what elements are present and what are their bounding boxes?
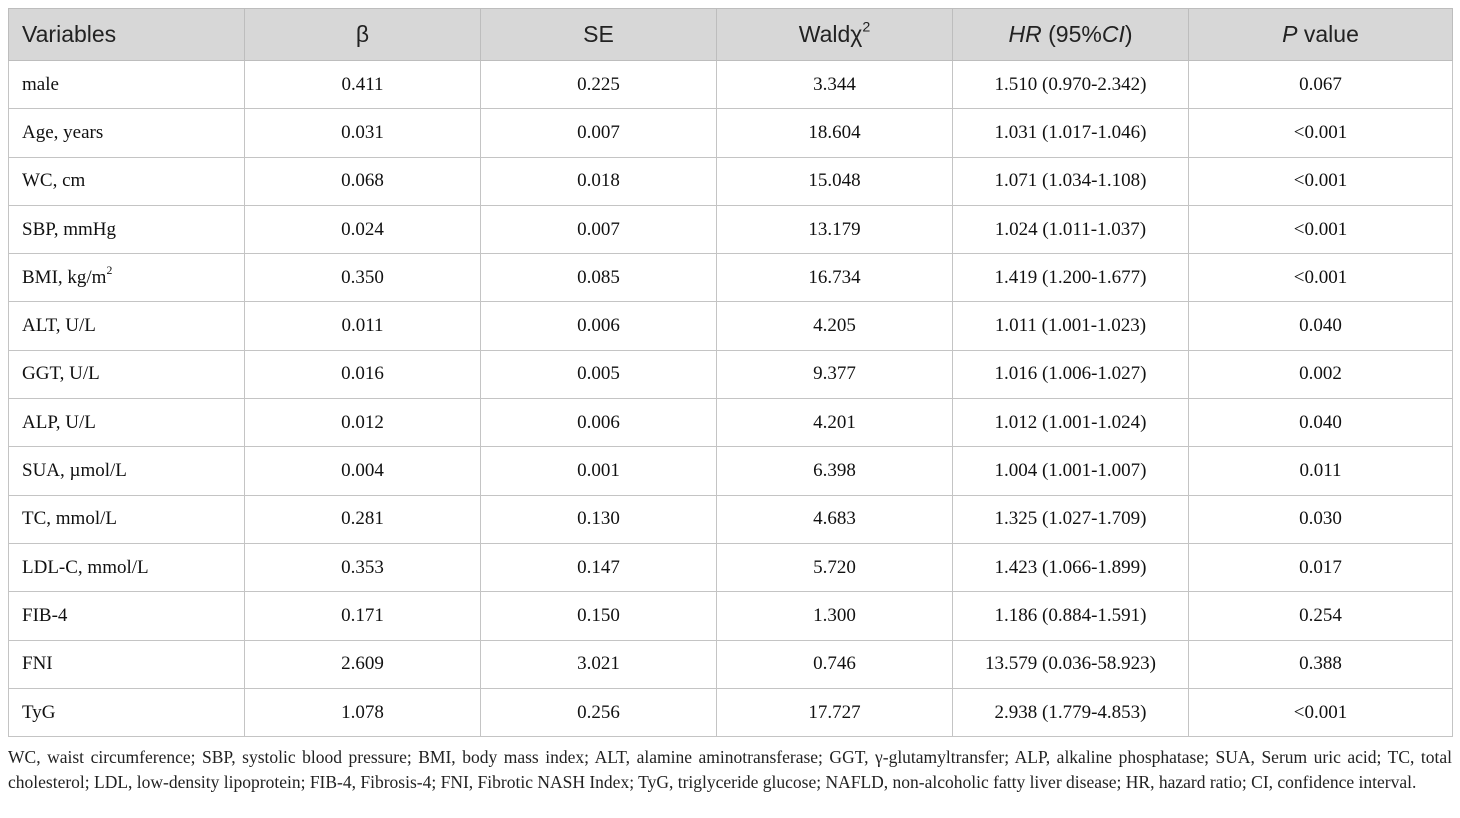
cell-beta: 0.004 (245, 447, 481, 495)
cell-hr: 1.510 (0.970-2.342) (953, 61, 1189, 109)
cell-p: 0.067 (1189, 61, 1453, 109)
cell-variable: TC, mmol/L (9, 495, 245, 543)
cell-hr: 1.024 (1.011-1.037) (953, 205, 1189, 253)
header-wald-superscript: 2 (862, 19, 871, 36)
cell-p: <0.001 (1189, 157, 1453, 205)
table-row (9, 109, 1453, 157)
cell-beta: 0.068 (245, 157, 481, 205)
cell-se: 0.147 (481, 543, 717, 591)
cell-p: <0.001 (1189, 205, 1453, 253)
cell-hr: 13.579 (0.036-58.923) (953, 640, 1189, 688)
header-se: SE (481, 9, 717, 61)
cell-beta: 0.031 (245, 109, 481, 157)
table-row (9, 61, 1453, 109)
cell-beta: 0.016 (245, 350, 481, 398)
table-body (9, 61, 1453, 737)
cell-hr: 1.031 (1.017-1.046) (953, 109, 1189, 157)
cell-wald: 9.377 (717, 350, 953, 398)
cell-wald: 1.300 (717, 592, 953, 640)
cell-wald: 13.179 (717, 205, 953, 253)
cell-p: 0.017 (1189, 543, 1453, 591)
header-ci-close: ) (1124, 21, 1133, 47)
cell-variable: ALT, U/L (9, 302, 245, 350)
header-hr-rest: (95% (1041, 21, 1102, 47)
cell-se: 0.085 (481, 254, 717, 302)
cell-se: 0.256 (481, 688, 717, 736)
cell-variable: SUA, µmol/L (9, 447, 245, 495)
cell-variable: FIB-4 (9, 592, 245, 640)
cell-beta: 0.011 (245, 302, 481, 350)
header-wald (717, 9, 953, 61)
cell-se: 0.225 (481, 61, 717, 109)
cell-wald: 0.746 (717, 640, 953, 688)
cell-beta: 0.411 (245, 61, 481, 109)
header-hr-italic: HR (1008, 21, 1042, 47)
cell-hr: 1.012 (1.001-1.024) (953, 399, 1189, 447)
cell-variable: TyG (9, 688, 245, 736)
cell-se: 0.007 (481, 109, 717, 157)
cell-wald: 17.727 (717, 688, 953, 736)
header-variables: Variables (9, 9, 245, 61)
cell-beta: 0.024 (245, 205, 481, 253)
cell-se: 0.130 (481, 495, 717, 543)
cell-se: 0.006 (481, 399, 717, 447)
table-row (9, 157, 1453, 205)
cell-p: 0.254 (1189, 592, 1453, 640)
cell-wald: 4.683 (717, 495, 953, 543)
table-row (9, 399, 1453, 447)
table-row (9, 302, 1453, 350)
cell-p: 0.388 (1189, 640, 1453, 688)
cell-variable-text: BMI, kg/m (22, 266, 107, 288)
cell-se: 0.007 (481, 205, 717, 253)
cell-beta: 1.078 (245, 688, 481, 736)
cell-wald: 4.205 (717, 302, 953, 350)
cell-hr: 1.011 (1.001-1.023) (953, 302, 1189, 350)
regression-table (8, 8, 1453, 737)
cell-p: <0.001 (1189, 109, 1453, 157)
cell-beta: 0.281 (245, 495, 481, 543)
table-header (9, 9, 1453, 61)
cell-wald: 6.398 (717, 447, 953, 495)
cell-wald: 5.720 (717, 543, 953, 591)
cell-hr: 1.071 (1.034-1.108) (953, 157, 1189, 205)
header-ci-italic: CI (1101, 21, 1125, 47)
cell-hr: 1.423 (1.066-1.899) (953, 543, 1189, 591)
cell-beta: 0.171 (245, 592, 481, 640)
table-row (9, 495, 1453, 543)
header-hr (953, 9, 1189, 61)
cell-hr: 1.004 (1.001-1.007) (953, 447, 1189, 495)
cell-wald: 3.344 (717, 61, 953, 109)
cell-p: 0.040 (1189, 399, 1453, 447)
cell-p: 0.011 (1189, 447, 1453, 495)
cell-hr: 2.938 (1.779-4.853) (953, 688, 1189, 736)
cell-wald: 16.734 (717, 254, 953, 302)
cell-variable: Age, years (9, 109, 245, 157)
cell-variable: ALP, U/L (9, 399, 245, 447)
cell-p: <0.001 (1189, 254, 1453, 302)
cell-p: 0.040 (1189, 302, 1453, 350)
cell-hr: 1.419 (1.200-1.677) (953, 254, 1189, 302)
table-row (9, 205, 1453, 253)
cell-variable: GGT, U/L (9, 350, 245, 398)
table-row (9, 350, 1453, 398)
header-p-rest: value (1297, 21, 1359, 47)
cell-beta: 0.350 (245, 254, 481, 302)
cell-p: 0.030 (1189, 495, 1453, 543)
cell-se: 0.001 (481, 447, 717, 495)
cell-hr: 1.325 (1.027-1.709) (953, 495, 1189, 543)
cell-variable: FNI (9, 640, 245, 688)
cell-variable: SBP, mmHg (9, 205, 245, 253)
cell-se: 0.005 (481, 350, 717, 398)
cell-beta: 0.353 (245, 543, 481, 591)
table-row (9, 688, 1453, 736)
table-row (9, 592, 1453, 640)
table-footnote: WC, waist circumference; SBP, systolic blood pressure; BMI, body mass index; ALT, alamine aminotransferase; GGT, γ-glutamyltransfer; ALP, alkaline phosphatase; SUA, Serum uric acid; TC, total cholesterol; LDL, low-density lipoprotein; FIB-4, Fibrosis-4; FNI, Fibrotic NASH Index; TyG, triglyceride glucose; NAFLD, non-alcoholic fatty liver disease; HR, hazard ratio; CI, confidence interval. (8, 747, 1452, 793)
cell-variable: male (9, 61, 245, 109)
header-beta: β (245, 9, 481, 61)
cell-wald: 15.048 (717, 157, 953, 205)
cell-hr: 1.016 (1.006-1.027) (953, 350, 1189, 398)
cell-se: 0.018 (481, 157, 717, 205)
cell-beta: 2.609 (245, 640, 481, 688)
cell-beta: 0.012 (245, 399, 481, 447)
cell-variable-superscript: 2 (106, 264, 113, 277)
cell-hr: 1.186 (0.884-1.591) (953, 592, 1189, 640)
cell-variable: LDL-C, mmol/L (9, 543, 245, 591)
cell-p: <0.001 (1189, 688, 1453, 736)
cell-wald: 4.201 (717, 399, 953, 447)
header-row (9, 9, 1453, 61)
cell-se: 0.006 (481, 302, 717, 350)
header-p-value (1189, 9, 1453, 61)
table-row (9, 543, 1453, 591)
cell-p: 0.002 (1189, 350, 1453, 398)
table-row (9, 447, 1453, 495)
header-p-italic: P (1282, 21, 1298, 47)
table-container (8, 8, 1452, 795)
cell-se: 3.021 (481, 640, 717, 688)
table-row (9, 254, 1453, 302)
cell-variable (9, 254, 245, 302)
table-row (9, 640, 1453, 688)
header-wald-label: Waldχ (798, 21, 863, 47)
cell-se: 0.150 (481, 592, 717, 640)
cell-wald: 18.604 (717, 109, 953, 157)
cell-variable: WC, cm (9, 157, 245, 205)
